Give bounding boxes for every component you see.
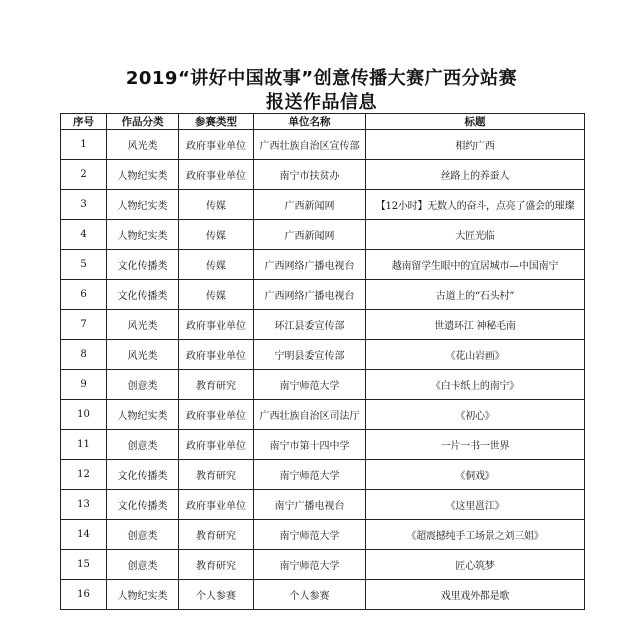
- table-row: [61, 340, 585, 370]
- cell-category: 人物纪实类: [107, 160, 179, 190]
- header-type: 参赛类型: [179, 114, 254, 130]
- cell-unit: 南宁师范大学: [254, 370, 366, 400]
- cell-title: 丝路上的养蚕人: [366, 160, 585, 190]
- cell-category: 文化传播类: [107, 250, 179, 280]
- cell-unit: 南宁师范大学: [254, 550, 366, 580]
- cell-no: 14: [61, 520, 107, 550]
- table-row: [61, 280, 585, 310]
- works-table: [60, 113, 585, 610]
- cell-type: 教育研究: [179, 520, 254, 550]
- cell-unit: 南宁广播电视台: [254, 490, 366, 520]
- cell-title: 《这里邕江》: [366, 490, 585, 520]
- document-title: 2019“讲好中国故事”创意传播大赛广西分站赛: [125, 68, 518, 89]
- cell-unit: 广西网络广播电视台: [254, 280, 366, 310]
- cell-title: 大匠光临: [366, 220, 585, 250]
- cell-category: 创意类: [107, 550, 179, 580]
- cell-unit: 广西网络广播电视台: [254, 250, 366, 280]
- cell-no: 3: [61, 190, 107, 220]
- cell-unit: 广西壮族自治区司法厅: [254, 400, 366, 430]
- cell-no: 15: [61, 550, 107, 580]
- cell-type: 政府事业单位: [179, 340, 254, 370]
- cell-title: 古道上的“石头村”: [366, 280, 585, 310]
- cell-category: 文化传播类: [107, 490, 179, 520]
- cell-category: 创意类: [107, 370, 179, 400]
- cell-type: 政府事业单位: [179, 130, 254, 160]
- cell-unit: 南宁师范大学: [254, 460, 366, 490]
- cell-type: 政府事业单位: [179, 400, 254, 430]
- cell-title: 《初心》: [366, 400, 585, 430]
- cell-no: 9: [61, 370, 107, 400]
- cell-unit: 个人参赛: [254, 580, 366, 610]
- table-row: [61, 520, 585, 550]
- cell-type: 传媒: [179, 250, 254, 280]
- cell-no: 6: [61, 280, 107, 310]
- table-row: [61, 190, 585, 220]
- cell-title: 世遗环江 神秘毛南: [366, 310, 585, 340]
- cell-unit: 环江县委宣传部: [254, 310, 366, 340]
- cell-no: 11: [61, 430, 107, 460]
- cell-title: 《超震撼纯手工场景之刘三姐》: [366, 520, 585, 550]
- table-row: [61, 550, 585, 580]
- cell-category: 风光类: [107, 130, 179, 160]
- document-subtitle: 报送作品信息: [266, 92, 377, 113]
- header-unit: 单位名称: [254, 114, 366, 130]
- header-no: 序号: [61, 114, 107, 130]
- table-row: [61, 460, 585, 490]
- cell-category: 人物纪实类: [107, 400, 179, 430]
- cell-category: 创意类: [107, 520, 179, 550]
- cell-category: 人物纪实类: [107, 190, 179, 220]
- cell-no: 13: [61, 490, 107, 520]
- table-header-row: [61, 114, 585, 130]
- cell-title: 《侗戏》: [366, 460, 585, 490]
- cell-no: 4: [61, 220, 107, 250]
- cell-category: 文化传播类: [107, 280, 179, 310]
- table-row: [61, 250, 585, 280]
- table-body: [61, 130, 585, 610]
- table-row: [61, 490, 585, 520]
- table-row: [61, 370, 585, 400]
- table-row: [61, 430, 585, 460]
- cell-no: 1: [61, 130, 107, 160]
- cell-no: 10: [61, 400, 107, 430]
- cell-title: 一片一书一世界: [366, 430, 585, 460]
- cell-title: 【12小时】无数人的奋斗，点亮了盛会的璀璨: [366, 190, 585, 220]
- cell-title: 戏里戏外都是歌: [366, 580, 585, 610]
- cell-title: 匠心筑梦: [366, 550, 585, 580]
- table-row: [61, 580, 585, 610]
- cell-category: 风光类: [107, 340, 179, 370]
- cell-category: 人物纪实类: [107, 580, 179, 610]
- cell-unit: 广西壮族自治区宣传部: [254, 130, 366, 160]
- cell-unit: 南宁市第十四中学: [254, 430, 366, 460]
- cell-title: 《花山岩画》: [366, 340, 585, 370]
- cell-category: 文化传播类: [107, 460, 179, 490]
- cell-no: 12: [61, 460, 107, 490]
- cell-category: 创意类: [107, 430, 179, 460]
- cell-type: 教育研究: [179, 460, 254, 490]
- cell-type: 传媒: [179, 220, 254, 250]
- cell-unit: 南宁师范大学: [254, 520, 366, 550]
- cell-type: 传媒: [179, 280, 254, 310]
- cell-no: 8: [61, 340, 107, 370]
- table-row: [61, 400, 585, 430]
- header-category: 作品分类: [107, 114, 179, 130]
- cell-type: 传媒: [179, 190, 254, 220]
- cell-unit: 宁明县委宣传部: [254, 340, 366, 370]
- cell-type: 教育研究: [179, 370, 254, 400]
- cell-type: 政府事业单位: [179, 310, 254, 340]
- cell-no: 2: [61, 160, 107, 190]
- table-row: [61, 220, 585, 250]
- cell-type: 政府事业单位: [179, 430, 254, 460]
- cell-unit: 南宁市扶贫办: [254, 160, 366, 190]
- cell-no: 16: [61, 580, 107, 610]
- cell-no: 5: [61, 250, 107, 280]
- cell-unit: 广西新闻网: [254, 220, 366, 250]
- cell-type: 教育研究: [179, 550, 254, 580]
- cell-no: 7: [61, 310, 107, 340]
- cell-title: 《白卡纸上的南宁》: [366, 370, 585, 400]
- cell-category: 人物纪实类: [107, 220, 179, 250]
- table-row: [61, 130, 585, 160]
- cell-title: 越南留学生眼中的宜居城市—中国南宁: [366, 250, 585, 280]
- cell-category: 风光类: [107, 310, 179, 340]
- cell-type: 政府事业单位: [179, 490, 254, 520]
- cell-unit: 广西新闻网: [254, 190, 366, 220]
- cell-title: 相约广西: [366, 130, 585, 160]
- table-row: [61, 310, 585, 340]
- cell-type: 个人参赛: [179, 580, 254, 610]
- cell-type: 政府事业单位: [179, 160, 254, 190]
- table-row: [61, 160, 585, 190]
- header-title: 标题: [366, 114, 585, 130]
